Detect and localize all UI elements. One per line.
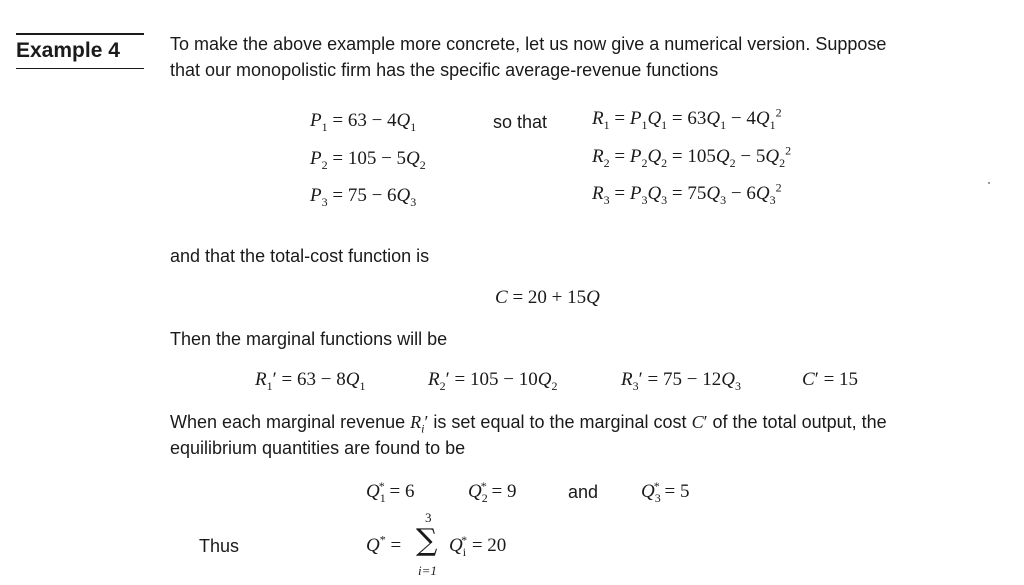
equilibrium-line-1: When each marginal revenue $R_i'$ is set equal to the marginal cost C′ of the total output, the — [170, 412, 887, 436]
equation-q-star-total-rhs: $Q_i^* = 20$ — [449, 532, 507, 559]
margin-speck — [988, 182, 990, 184]
example-label: Example 4 — [16, 39, 120, 62]
equation-marginal-r2: $R_2' = 105 - 10Q_2$ — [428, 369, 558, 393]
equation-q-star-total-lhs: Q* = — [366, 532, 402, 556]
equation-marginal-r1: $R_1' = 63 - 8Q_1$ — [255, 369, 366, 393]
equation-r3: $R_3 = P_3Q_3 = 75Q_3 - 6Q_3^2$ — [592, 180, 782, 207]
marginal-intro: Then the marginal functions will be — [170, 329, 448, 349]
ri-prime-symbol: $R_i'$ — [410, 412, 429, 436]
example-top-rule — [16, 33, 144, 35]
so-that-label: so that — [493, 112, 548, 132]
equilibrium-line-2: equilibrium quantities are found to be — [170, 438, 466, 458]
equation-marginal-cost: C′ = 15 — [802, 369, 859, 390]
and-word: and — [568, 482, 599, 502]
sum-lower-limit: i=1 — [418, 563, 437, 578]
equation-p3: $P_3 = 75 - 6Q_3$ — [310, 185, 417, 209]
intro-line-2: that our monopolistic firm has the specific average-revenue functions — [170, 60, 719, 80]
equation-cost: C = 20 + 15Q — [495, 287, 600, 308]
c-prime-symbol: C′ — [691, 412, 708, 432]
equation-q2-star: $Q_2^* = 9$ — [468, 478, 517, 505]
equation-r1: $R_1 = P_1Q_1 = 63Q_1 - 4Q_1^2$ — [592, 105, 782, 132]
equation-r2: $R_2 = P_2Q_2 = 105Q_2 - 5Q_2^2$ — [592, 143, 792, 170]
sum-upper-limit: 3 — [425, 510, 432, 525]
cost-intro: and that the total-cost function is — [170, 246, 430, 266]
thus-word: Thus — [199, 536, 240, 556]
example-bottom-rule — [16, 68, 144, 69]
summation-sign: ∑ — [416, 523, 438, 558]
equation-p2: $P_2 = 105 - 5Q_2$ — [310, 148, 426, 172]
equation-q3-star: $Q_3^* = 5$ — [641, 478, 690, 505]
equation-q1-star: $Q_1^* = 6$ — [366, 478, 415, 505]
equation-p1: $P_1 = 63 - 4Q_1$ — [310, 110, 417, 134]
intro-line-1: To make the above example more concrete, let us now give a numerical version. Suppose — [170, 34, 887, 54]
equation-marginal-r3: $R_3' = 75 - 12Q_3$ — [621, 369, 741, 393]
